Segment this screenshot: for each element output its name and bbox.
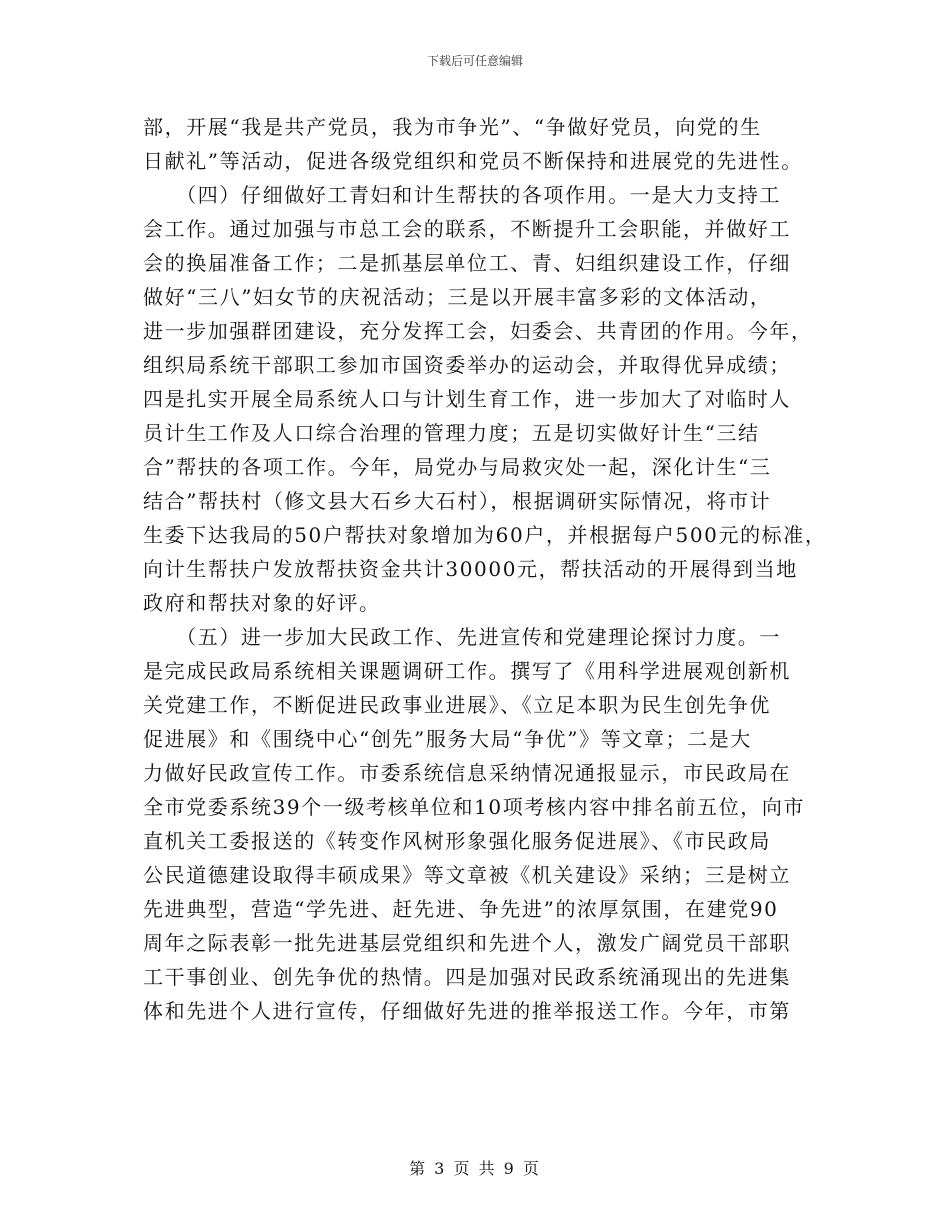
text-line: 会工作。通过加强与市总工会的联系，不断提升工会职能，并做好工 xyxy=(143,217,791,241)
page-footer: 第 3 页 共 9 页 xyxy=(409,1159,541,1178)
text-line: 结合”帮扶村（修文县大石乡大石村），根据调研实际情况，将市计 xyxy=(143,489,772,513)
text-line: 公民道德建设取得丰硕成果》等文章被《机关建设》采纳；三是树立 xyxy=(143,863,791,887)
document-body xyxy=(143,110,827,1028)
text-line: 工干事创业、创先争优的热情。四是加强对民政系统涌现出的先进集 xyxy=(143,965,791,989)
text-line: 体和先进个人进行宣传，仔细做好先进的推举报送工作。今年，市第 xyxy=(143,999,791,1023)
text-line: 先进典型，营造“学先进、赶先进、争先进”的浓厚氛围，在建党90 xyxy=(143,897,779,921)
text-line: 直机关工委报送的《转变作风树形象强化服务促进展》、《市民政局 xyxy=(143,829,771,853)
text-line: 力做好民政宣传工作。市委系统信息采纳情况通报显示，市民政局在 xyxy=(143,761,791,785)
text-line: 会的换届准备工作；二是抓基层单位工、青、妇组织建设工作，仔细 xyxy=(143,251,791,275)
text-line: 日献礼”等活动，促进各级党组织和党员不断保持和进展党的先进性。 xyxy=(143,149,803,173)
text-line: 是完成民政局系统相关课题调研工作。撰写了《用科学进展观创新机 xyxy=(143,659,791,683)
page-header: 下载后可任意编辑 xyxy=(426,54,523,68)
text-line: （四）仔细做好工青妇和计生帮扶的各项作用。一是大力支持工 xyxy=(143,183,781,207)
text-line: 全市党委系统39个一级考核单位和10项考核内容中排名前五位，向市 xyxy=(143,795,806,819)
text-line: 关党建工作，不断促进民政事业进展》、《立足本职为民生创先争优 xyxy=(143,693,771,717)
text-line: （五）进一步加大民政工作、先进宣传和党建理论探讨力度。一 xyxy=(143,625,781,649)
text-line: 部，开展“我是共产党员，我为市争光”、“争做好党员，向党的生 xyxy=(143,115,762,139)
text-line: 做好“三八”妇女节的庆祝活动；三是以开展丰富多彩的文体活动， xyxy=(143,285,772,309)
text-line: 周年之际表彰一批先进基层党组织和先进个人，激发广阔党员干部职 xyxy=(143,931,791,955)
text-line: 促进展》和《围绕中心“创先”服务大局“争优”》等文章；二是大 xyxy=(143,727,752,751)
text-line: 组织局系统干部职工参加市国资委举办的运动会，并取得优异成绩； xyxy=(143,353,791,377)
text-line: 四是扎实开展全局系统人口与计划生育工作，进一步加大了对临时人 xyxy=(143,387,791,411)
text-line: 合”帮扶的各项工作。今年，局党办与局救灾处一起，深化计生“三 xyxy=(143,455,772,479)
text-line: 政府和帮扶对象的好评。 xyxy=(143,591,381,615)
text-line: 向计生帮扶户发放帮扶资金共计30000元，帮扶活动的开展得到当地 xyxy=(143,557,798,581)
text-line: 员计生工作及人口综合治理的管理力度；五是切实做好计生“三结 xyxy=(143,421,760,445)
text-line: 进一步加强群团建设，充分发挥工会，妇委会、共青团的作用。今年， xyxy=(143,319,813,343)
text-line: 生委下达我局的50户帮扶对象增加为60户，并根据每户500元的标准， xyxy=(143,523,827,547)
